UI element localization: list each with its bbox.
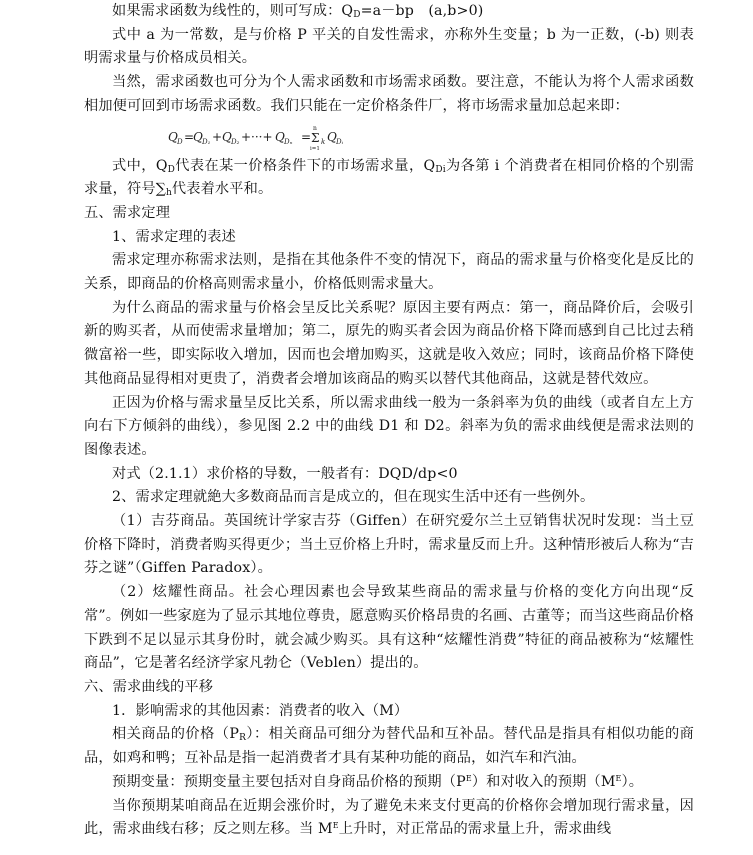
superscript: E [615,773,622,783]
subheading-income-factor: 1．影响需求的其他因素：消费者的收入（M） [112,702,409,719]
text-run: 代表着水平和。 [171,181,273,198]
text-run: ）和对收入的预期（M [471,773,616,790]
text-run: ）：相关商品可细分为替代品和互补品。替代品是指具有相似功能的商品，如鸡和鸭；互补品是指一起消费者才具有某种功能的商品，如汽车和汽油。 [84,726,694,767]
text-run: 当你预期某咱商品在近期会涨价时，为了避免未来支付更高的价格你会增加现行需求量，因此，需求曲线右移；反之则左移。当 M [84,797,694,838]
market-demand-formula [84,119,694,155]
formula-sum-symbol: Σ [311,130,320,145]
superscript: E [465,773,472,783]
formula-sum-k: k [321,137,326,146]
paragraph-derivative: 对式（2.1.1）求价格的导数，一般者有：DQD/dp<0 [112,465,458,482]
formula-lhs: Q [168,129,178,144]
formula-equals-2: = [301,129,312,144]
formula-plus: + [212,129,223,144]
paragraph-linear-demand [84,0,694,24]
text-run: ）。 [621,773,644,790]
subscript: D [353,10,361,20]
text-run: 如果需求函数为线性的，则可写成：Q [112,3,354,19]
paragraph-formula-explanation [84,155,694,202]
paragraph-demand-curve-slope: 正因为价格与需求量呈反比关系，所以需求曲线一般为一条斜率为负的曲线（或者自左上方向右下方倾斜的曲线），参见图 2.2 中的曲线 D1 和 D2。斜率为负的需求曲线便是需求法则的图像表述。 [84,394,694,458]
paragraph-market-demand: 当然，需求函数也可分为个人需求函数和市场需求函数。要注意，不能认为将个人需求函数相加便可回到市场需求函数。我们只能在一定价格条件厂，将市场需求量加总起来即： [84,74,694,114]
subscript: Di [435,164,446,175]
formula-tn-sub: Dₙ [284,137,293,146]
section-heading-demand-law: 五、需求定理 [84,204,171,221]
formula-equals: = [184,129,195,144]
formula-t2-sub: D₂ [231,137,240,146]
text-run: 预期变量：预期变量主要包括对自身商品价格的预期（P [112,773,466,790]
subscript: R [239,733,247,744]
subheading-demand-law-exceptions: 2、需求定理就絶大多数商品而言是成立的，但在现实生活中还有一些例外。 [112,489,595,506]
paragraph-giffen-goods: （1）吉芬商品。英国统计学家吉芬（Giffen）在研究爱尔兰土豆销售状况时发现：当土豆价格下降时，消费者购买得更少；当土豆价格上升时，需求量反而上升。这种情形被后人称为“吉芬之谜”（Giffen Paradox）。 [84,513,694,577]
paragraph-expectations [84,771,694,795]
superscript: E [332,821,339,831]
formula-dots: +···+ [241,129,273,144]
text-run: 上升时，对正常品的需求量上升，需求曲线 [338,821,612,838]
formula-rhs-sub: Dᵢ [336,137,344,146]
subscript: D [167,164,175,175]
subscript: h [165,188,172,199]
formula-t1: Q [193,129,203,144]
formula-sum-bottom: i=1 [310,145,320,152]
paragraph-related-goods-price [84,723,694,770]
paragraph-veblen-goods: （2）炫耀性商品。社会心理因素也会导致某些商品的需求量与价格的变化方向出现“反常”。例如一些家庭为了显示其地位尊贵，愿意购买价格昂贵的名画、古董等；而当这些商品价格下跌到不足以显示其身份时，就会减少购买。具有这种“炫耀性消费”特征的商品被称为“炫耀性商品”，它是著名经济学家凡勃仑（Veblen）提出的。 [84,584,694,672]
subheading-demand-law-statement: 1、需求定理的表述 [112,228,236,245]
text-run: 代表在某一价格条件下的市场需求量，Q [174,157,436,174]
formula-rhs: Q [327,129,337,144]
text-run: 相关商品的价格（P [112,726,240,743]
formula-t1-sub: D₁ [202,137,211,146]
formula-tn: Q [275,129,285,144]
paragraph-demand-law-definition: 需求定理亦称需求法则，是指在其他条件不变的情况下，商品的需求量与价格变化是反比的关系，即商品的价格高则需求量小，价格低则需求量大。 [84,252,694,293]
text-run: =a－bp (a,b>0) [360,3,484,19]
formula-graphic [168,119,388,155]
formula-sum-top: n [313,124,317,132]
paragraph-constant-explanation: 式中 a 为一常数，是与价格 P 平关的自发性需求，亦称外生变量；b 为一正数，(-b) 则表明需求量与价格成员相关。 [84,26,694,67]
text-run: 为各第 i 个消费者在相同价格的个别需求量，符号∑ [84,157,694,198]
section-heading-demand-shift: 六、需求曲线的平移 [84,678,214,695]
document-page [84,0,694,842]
formula-lhs-sub: D [177,137,183,146]
paragraph-demand-law-reasons: 为什么商品的需求量与价格会呈反比关系呢？原因主要有两点：第一，商品降价后，会吸引新的购买者，从而使需求量增加；第二，原先的购买者会因为商品价格下降而感到自己比过去稍微富裕一些，即实际收入增加，因而也会增加购买，这就是收入效应；同时，该商品价格下降使其他商品显得相对更贵了，消费者会增加该商品的购买以替代其他商品，这就是替代效应。 [84,299,694,387]
text-run: 式中，Q [112,157,168,174]
formula-t2: Q [222,129,232,144]
paragraph-expectation-effects [84,795,694,842]
